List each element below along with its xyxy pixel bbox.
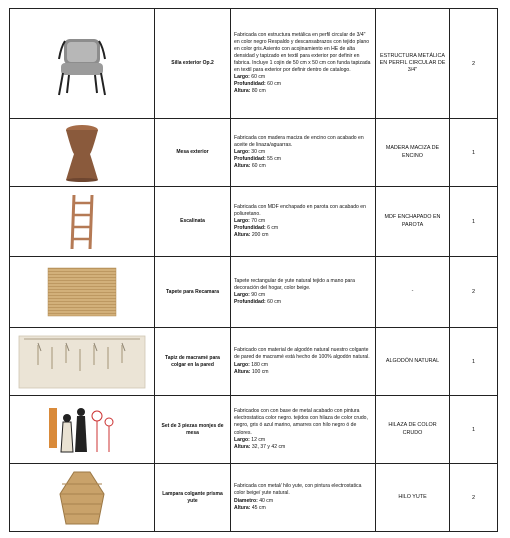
table-row xyxy=(10,187,498,257)
product-name: Tapiz de macramé para colgar en la pared xyxy=(165,354,220,368)
dimension-line: Altura: 200 cm xyxy=(234,232,269,239)
product-name: Set de 3 piezas monjes de mesa xyxy=(161,422,224,436)
product-material: HILO YUTE xyxy=(398,493,427,500)
product-description xyxy=(231,406,375,452)
side-table-icon xyxy=(10,124,154,182)
description-text: Fabricados con con base de metal acabado con pintura electrostatica color negro. tejidos con hilaza de color crudo, negro, gris ó azul marino, amarres con hilo negro ó de colores. xyxy=(234,408,368,436)
figurines-icon xyxy=(10,402,154,458)
product-description xyxy=(231,30,375,97)
product-quantity: 1 xyxy=(471,426,476,433)
description-text: Fabricada con MDF enchapado en parota con acabado en poliuretano. xyxy=(234,203,366,217)
dimension-line: Profundidad: 60 cm xyxy=(234,81,281,88)
table-row xyxy=(10,257,498,328)
dimension-line: Largo: 90 cm xyxy=(234,292,266,298)
dimension-line: Altura: 100 cm xyxy=(234,368,269,375)
description-text: Fabricada con estructura metálica en perfil circular de 3/4" en color negro Respaldo y descansabrazos con tejido plano en color gris.Asiento con acojinamiento en HE de alta densidad y tapizado en textil para exterior por definir en fabrica. Incluye 1 cojin de 50 cm x 50 cm con funda tapizada en textil para exterior por definir dentro de catalogo. xyxy=(234,31,371,73)
dimension-line: Largo: 30 cm xyxy=(234,148,266,155)
product-material: MADERA MACIZA DE ENCINO xyxy=(385,145,440,159)
macrame-icon xyxy=(10,335,154,389)
description-text: Fabricada con metal/ hilo yute, con pintura electrostatica color beige/ yute natural. xyxy=(234,483,362,497)
product-quantity: 1 xyxy=(471,218,476,225)
product-quantity: 1 xyxy=(471,149,476,156)
product-name: Lampara colgante prisma yute xyxy=(162,490,223,504)
dimension-line: Largo: 12 cm xyxy=(234,436,266,443)
product-name: Tapete para Recamara xyxy=(166,288,219,295)
dimension-line: Largo: 70 cm xyxy=(234,217,266,224)
dimension-line: Diametro: 40 cm xyxy=(234,497,274,504)
dimension-line: Altura: 80 cm xyxy=(234,88,266,95)
description-text: Tapete rectangular de yute natural tejido a mano para decoración del hogar, color beige. xyxy=(234,277,355,291)
product-name: Mesa exterior xyxy=(176,149,209,156)
product-description xyxy=(231,133,375,172)
product-quantity: 2 xyxy=(471,60,476,67)
product-name: Escalinata xyxy=(180,218,205,225)
dimension-line: Profundidad: 60 cm xyxy=(234,299,281,306)
product-quantity: 2 xyxy=(471,289,476,295)
dimension-line: Largo: 180 cm xyxy=(234,361,268,368)
product-material: MDF ENCHAPADO EN PAROTA xyxy=(384,214,441,228)
product-quantity: 1 xyxy=(471,358,476,365)
table-row xyxy=(10,396,498,464)
dimension-line: Altura: 45 cm xyxy=(234,504,266,511)
table-row xyxy=(10,119,498,187)
product-description xyxy=(231,276,375,308)
table-row xyxy=(10,328,498,396)
rug-icon xyxy=(10,267,154,317)
pendant-lamp-icon xyxy=(10,468,154,528)
product-material: - xyxy=(411,288,414,295)
table-row xyxy=(10,9,498,119)
product-material: ESTRUCTURA METÁLICA EN PERFIL CIRCULAR DE 3/4" xyxy=(379,52,446,74)
chair-icon xyxy=(10,29,154,99)
product-table xyxy=(9,8,498,532)
ladder-icon xyxy=(10,193,154,251)
description-text: Fabricada con madera maciza de encino con acabado en aceite de linaza/aguarras. xyxy=(234,134,364,148)
product-name: Silla exterior Op.2 xyxy=(171,60,214,67)
description-text: Fabricado con material de algodón natural nuestro colgante de pared de macramé está hecho de 100% algodón natural. xyxy=(234,347,370,361)
product-quantity: 2 xyxy=(471,494,476,501)
product-description xyxy=(231,202,375,241)
dimension-line: Largo: 60 cm xyxy=(234,74,266,81)
dimension-line: Profundidad: 6 cm xyxy=(234,225,279,231)
product-material: ALGODÓN NATURAL xyxy=(385,357,440,364)
dimension-line: Altura: 32, 37 y 42 cm xyxy=(234,443,286,450)
product-material: HILAZA DE COLOR CRUDO xyxy=(388,422,437,436)
table-row xyxy=(10,464,498,532)
product-description xyxy=(231,345,375,377)
dimension-line: Profundidad: 55 cm xyxy=(234,156,281,162)
dimension-line: Altura: 60 cm xyxy=(234,163,266,170)
product-description xyxy=(231,481,375,513)
